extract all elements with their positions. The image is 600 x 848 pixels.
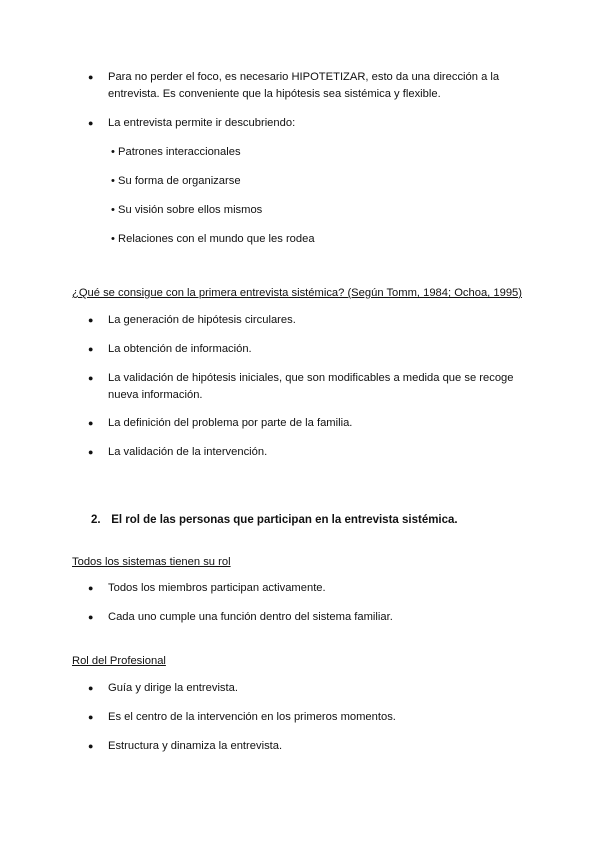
bullet-icon: ● <box>88 683 94 693</box>
section-number: 2. <box>91 514 101 526</box>
bullet-item <box>88 341 518 358</box>
bullet-item <box>88 312 518 329</box>
bullet-text: La validación de hipótesis iniciales, que son modificables a medida que se recoge nueva información. <box>108 372 514 401</box>
sub-bullet-icon: • <box>111 146 115 158</box>
sub-item-text: Patrones interaccionales <box>118 146 241 158</box>
bullet-icon: ● <box>88 447 94 457</box>
section-title <box>91 512 458 529</box>
bullet-item <box>88 415 518 432</box>
sub-item <box>111 231 315 248</box>
section-title-text: El rol de las personas que participan en la entrevista sistémica. <box>111 514 458 526</box>
bullet-icon: ● <box>88 612 94 622</box>
sub-item <box>111 202 262 219</box>
bullet-icon: ● <box>88 741 94 751</box>
bullet-text: La obtención de información. <box>108 343 252 355</box>
sub-item-text: Su visión sobre ellos mismos <box>118 204 263 216</box>
bullet-item <box>88 444 518 461</box>
sub-bullet-icon: • <box>111 233 115 245</box>
bullet-item <box>88 609 518 626</box>
bullet-text: Todos los miembros participan activamente. <box>108 582 326 594</box>
bullet-text: Es el centro de la intervención en los primeros momentos. <box>108 711 396 723</box>
bullet-item <box>88 69 518 103</box>
sub-item-text: Relaciones con el mundo que les rodea <box>118 233 315 245</box>
bullet-icon: ● <box>88 315 94 325</box>
professional-heading: Rol del Profesional <box>72 655 166 667</box>
bullet-text: La validación de la intervención. <box>108 446 268 458</box>
bullet-icon: ● <box>88 583 94 593</box>
bullet-icon: ● <box>88 712 94 722</box>
bullet-icon: ● <box>88 72 94 82</box>
bullet-item <box>88 115 518 132</box>
bullet-item <box>88 709 518 726</box>
bullet-text: Guía y dirige la entrevista. <box>108 682 238 694</box>
bullet-text: La entrevista permite ir descubriendo: <box>108 117 296 129</box>
bullet-item <box>88 680 518 697</box>
systems-heading: Todos los sistemas tienen su rol <box>72 556 231 568</box>
bullet-icon: ● <box>88 373 94 383</box>
sub-item-text: Su forma de organizarse <box>118 175 241 187</box>
sub-bullet-icon: • <box>111 204 115 216</box>
bullet-icon: ● <box>88 118 94 128</box>
sub-item <box>111 173 241 190</box>
sub-bullet-icon: • <box>111 175 115 187</box>
sub-item <box>111 144 241 161</box>
bullet-icon: ● <box>88 344 94 354</box>
bullet-item <box>88 580 518 597</box>
bullet-text: Cada uno cumple una función dentro del sistema familiar. <box>108 611 393 623</box>
question-heading: ¿Qué se consigue con la primera entrevista sistémica? (Según Tomm, 1984; Ochoa, 1995) <box>72 287 523 299</box>
bullet-text: La definición del problema por parte de la familia. <box>108 417 353 429</box>
bullet-text: Estructura y dinamiza la entrevista. <box>108 740 283 752</box>
bullet-icon: ● <box>88 418 94 428</box>
bullet-item <box>88 738 518 755</box>
bullet-text: La generación de hipótesis circulares. <box>108 314 296 326</box>
bullet-text: Para no perder el foco, es necesario HIPOTETIZAR, esto da una dirección a la entrevista. Es conveniente que la hipótesis sea sistémica y flexible. <box>108 71 500 100</box>
bullet-item <box>88 370 518 404</box>
